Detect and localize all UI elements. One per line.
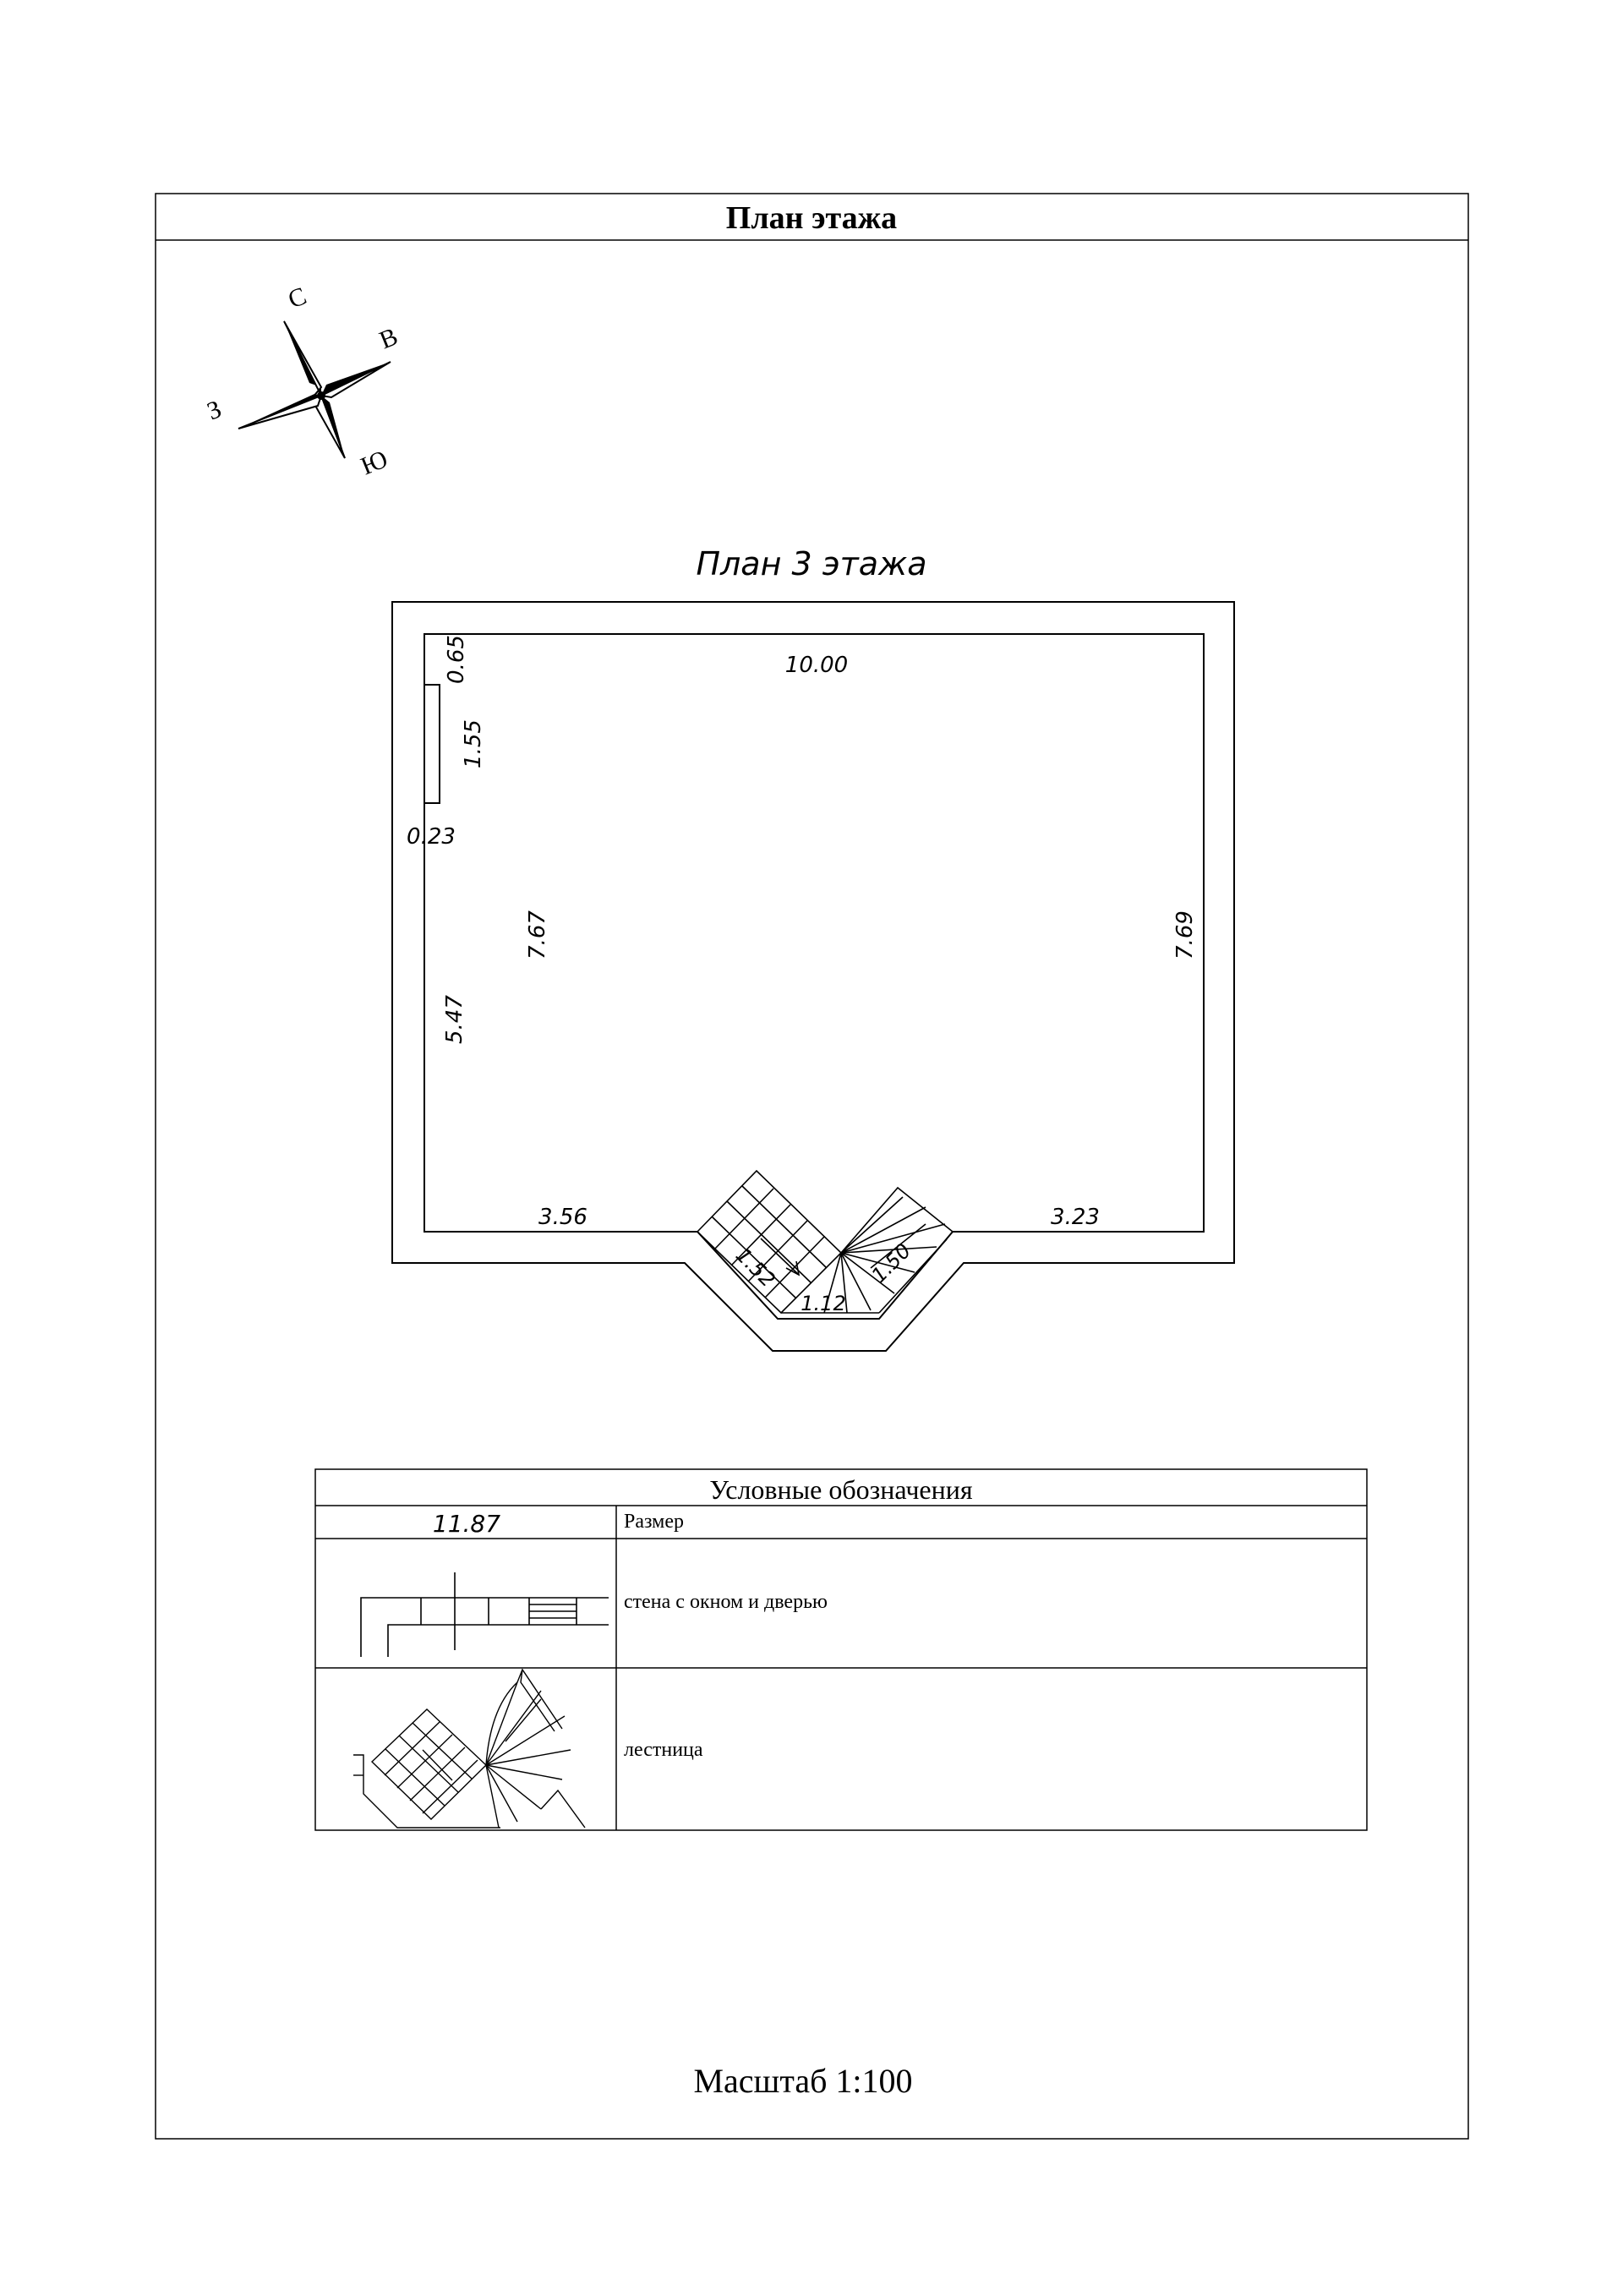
dim-left-height: 7.67: [525, 910, 550, 959]
dim-right-height: 7.69: [1172, 910, 1198, 959]
window-marker: [424, 685, 440, 803]
dim-window-offset: 0.65: [444, 635, 469, 684]
dim-bottom-left: 3.56: [538, 1205, 587, 1230]
legend-stairs-label: лестница: [624, 1739, 703, 1761]
scale-label: Масштаб 1:100: [693, 2062, 913, 2100]
dim-stair-left: 1.52: [730, 1243, 780, 1293]
dim-stair-bottom: 1.12: [801, 1292, 846, 1315]
dim-wall-gap: 0.23: [407, 824, 456, 850]
compass-south-label: Ю: [357, 445, 392, 481]
legend-stairs-symbol: [353, 1670, 585, 1828]
dim-left-lower: 5.47: [442, 995, 467, 1044]
legend-wall-symbol: [361, 1572, 609, 1657]
compass-north-label: С: [284, 282, 311, 314]
dim-bottom-right: 3.23: [1051, 1205, 1100, 1230]
compass-east-label: В: [375, 322, 402, 355]
sheet-frame: [156, 194, 1468, 2139]
legend-dimension-label: Размер: [624, 1511, 684, 1533]
compass-west-label: З: [203, 395, 226, 426]
dim-top-wall: 10.00: [784, 653, 849, 678]
legend-wall-label: стена с окном и дверью: [624, 1591, 828, 1613]
floor-plan: [392, 602, 1234, 1351]
dim-window-width: 1.55: [461, 719, 486, 768]
outer-wall-outline: [392, 602, 1234, 1351]
page-title: План этажа: [725, 200, 898, 236]
legend-title: Условные обозначения: [709, 1474, 973, 1505]
legend-dimension-sample: 11.87: [432, 1510, 501, 1538]
compass-icon: [238, 321, 391, 458]
dim-stair-right: 1.50: [866, 1238, 916, 1288]
floor-plan-title: План 3 этажа: [696, 545, 927, 582]
